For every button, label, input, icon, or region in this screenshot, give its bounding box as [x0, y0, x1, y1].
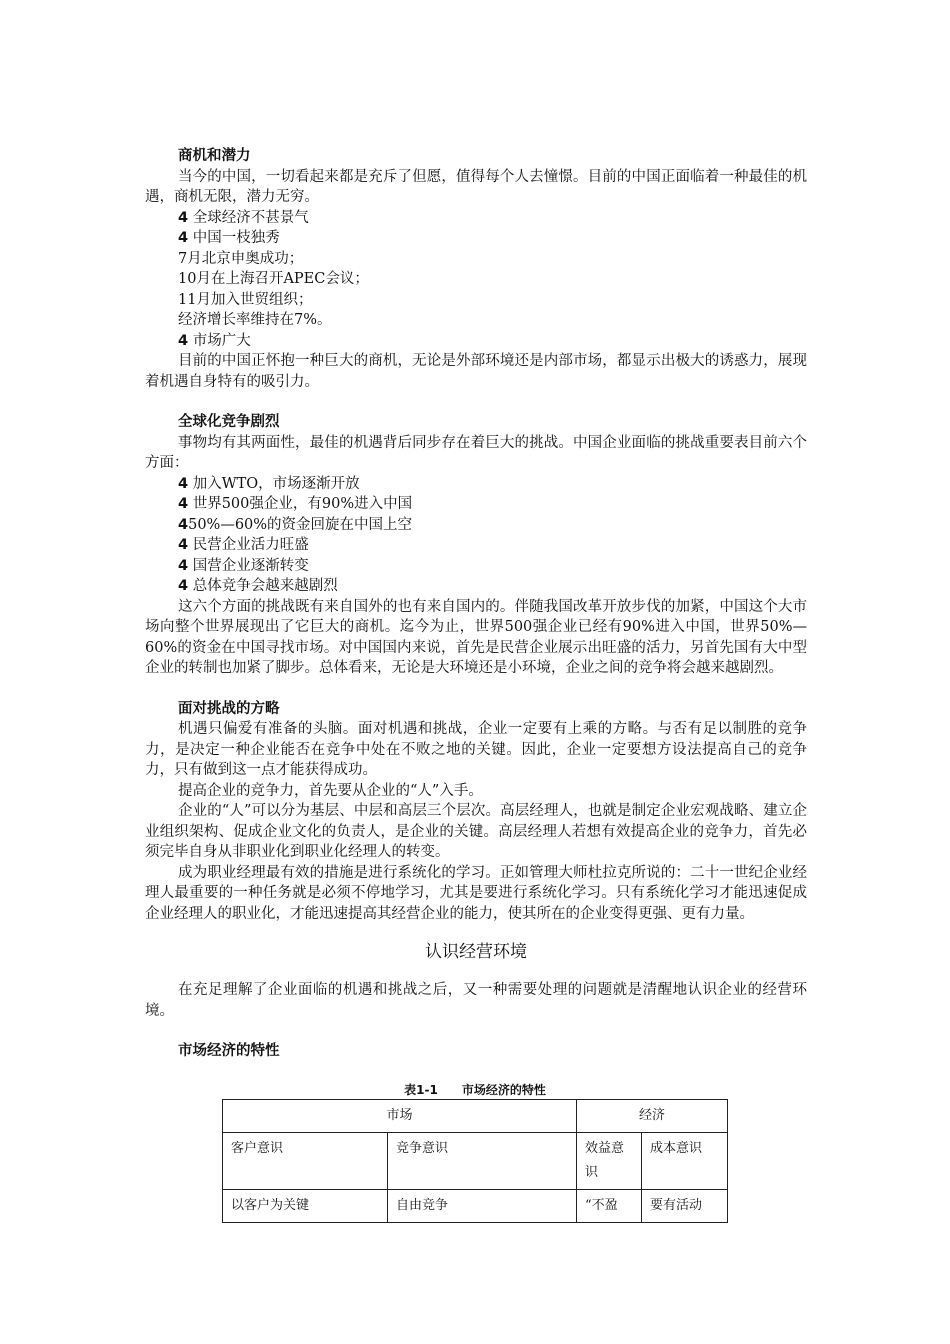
bullet-item: 4 加入WTO，市场逐渐开放	[178, 475, 360, 492]
table-row	[223, 1190, 728, 1223]
table-cell: 成本意识	[642, 1133, 728, 1190]
document-body	[145, 146, 807, 1062]
paragraph: 机遇只偏爱有准备的头脑。面对机遇和挑战，企业一定要有上乘的方略。与否有足以制胜的竞争力，是决定一种企业能否在竞争中处在不败之地的关键。因此，企业一定要想方设法提高自己的竞争力，只有做到这一点才能获得成功。	[145, 721, 807, 778]
table-cell: 效益意识	[577, 1133, 642, 1190]
paragraph: 在充足理解了企业面临的机遇和挑战之后，又一种需要处理的问题就是清醒地认识企业的经营环境。	[145, 982, 807, 1019]
table-row	[223, 1100, 728, 1133]
paragraph: 目前的中国正怀抱一种巨大的商机，无论是外部环境还是内部市场，都显示出极大的诱惑力，展现着机遇自身特有的吸引力。	[145, 353, 807, 390]
table-caption: 表1-1 市场经济的特性	[404, 1083, 546, 1097]
bullet-item: 4 国营企业逐渐转变	[178, 557, 309, 574]
paragraph: 企业的“人”可以分为基层、中层和高层三个层次。高层经理人，也就是制定企业宏观战略、建立企业组织架构、促成企业文化的负责人，是企业的关键。高层经理人若想有效提高企业的竞争力，首先必须完毕自身从非职业化到职业化经理人的转变。	[145, 803, 807, 860]
table-cell: 以客户为关键	[223, 1190, 388, 1223]
table-cell: 客户意识	[223, 1133, 388, 1190]
table-header-cell: 市场	[223, 1100, 577, 1133]
table-header-cell: 经济	[577, 1100, 728, 1133]
table-cell: 竞争意识	[388, 1133, 577, 1190]
section-heading-market-economy: 市场经济的特性	[178, 1043, 280, 1059]
bullet-item: 4 民营企业活力旺盛	[178, 537, 309, 553]
paragraph: 提高企业的竞争力，首先要从企业的“人”入手。	[178, 782, 483, 799]
paragraph: 事物均有其两面性，最佳的机遇背后同步存在着巨大的挑战。中国企业面临的挑战重要表目前六个方面：	[145, 434, 807, 471]
paragraph: 这六个方面的挑战既有来自国外的也有来自国内的。伴随我国改革开放步伐的加紧，中国这个大市场向整个世界展现出了它巨大的商机。迄今为止，世界500强企业已经有90%进入中国，世界50%—60%的资金在中国寻找市场。对中国国内来说，首先是民营企业展示出旺盛的活力，另首先国有大中型企业的转制也加紧了脚步。总体看来，无论是大环境还是小环境，企业之间的竞争将会越来越剧烈。	[145, 598, 807, 676]
list-line: 经济增长率维持在7%。	[178, 312, 332, 328]
chapter-title: 认识经营环境	[425, 942, 527, 962]
list-line: 7月北京申奥成功；	[178, 250, 304, 267]
section-heading-strategy: 面对挑战的方略	[178, 700, 280, 717]
list-line: 11月加入世贸组织；	[178, 291, 313, 308]
bullet-item: 4 总体竞争会越来越剧烈	[178, 578, 338, 594]
table-cell: “不盈	[577, 1190, 642, 1223]
market-economy-table	[222, 1099, 728, 1223]
bullet-item: 450%—60%的资金回旋在中国上空	[178, 516, 413, 533]
bullet-item: 4 全球经济不甚景气	[178, 209, 309, 226]
paragraph: 成为职业经理最有效的措施是进行系统化的学习。正如管理大师杜拉克所说的：二十一世纪企业经理人最重要的一种任务就是必须不停地学习，尤其是要进行系统化学习。只有系统化学习才能迅速促成企业经理人的职业化，才能迅速提高其经营企业的能力，使其所在的企业变得更强、更有力量。	[145, 864, 807, 922]
section-heading-opportunity: 商机和潜力	[178, 148, 251, 164]
section-heading-competition: 全球化竞争剧烈	[178, 414, 280, 430]
bullet-item: 4 市场广大	[178, 332, 251, 349]
list-line: 10月在上海召开APEC会议；	[178, 271, 369, 287]
table-cell: 要有活动	[642, 1190, 728, 1223]
table-cell: 自由竞争	[388, 1190, 577, 1223]
bullet-item: 4 世界500强企业，有90%进入中国	[178, 496, 413, 512]
bullet-item: 4 中国一枝独秀	[178, 230, 280, 246]
paragraph: 当今的中国，一切看起来都是充斥了但愿，值得每个人去憧憬。目前的中国正面临着一种最佳的机遇，商机无限，潜力无穷。	[145, 168, 807, 205]
table-row	[223, 1133, 728, 1190]
